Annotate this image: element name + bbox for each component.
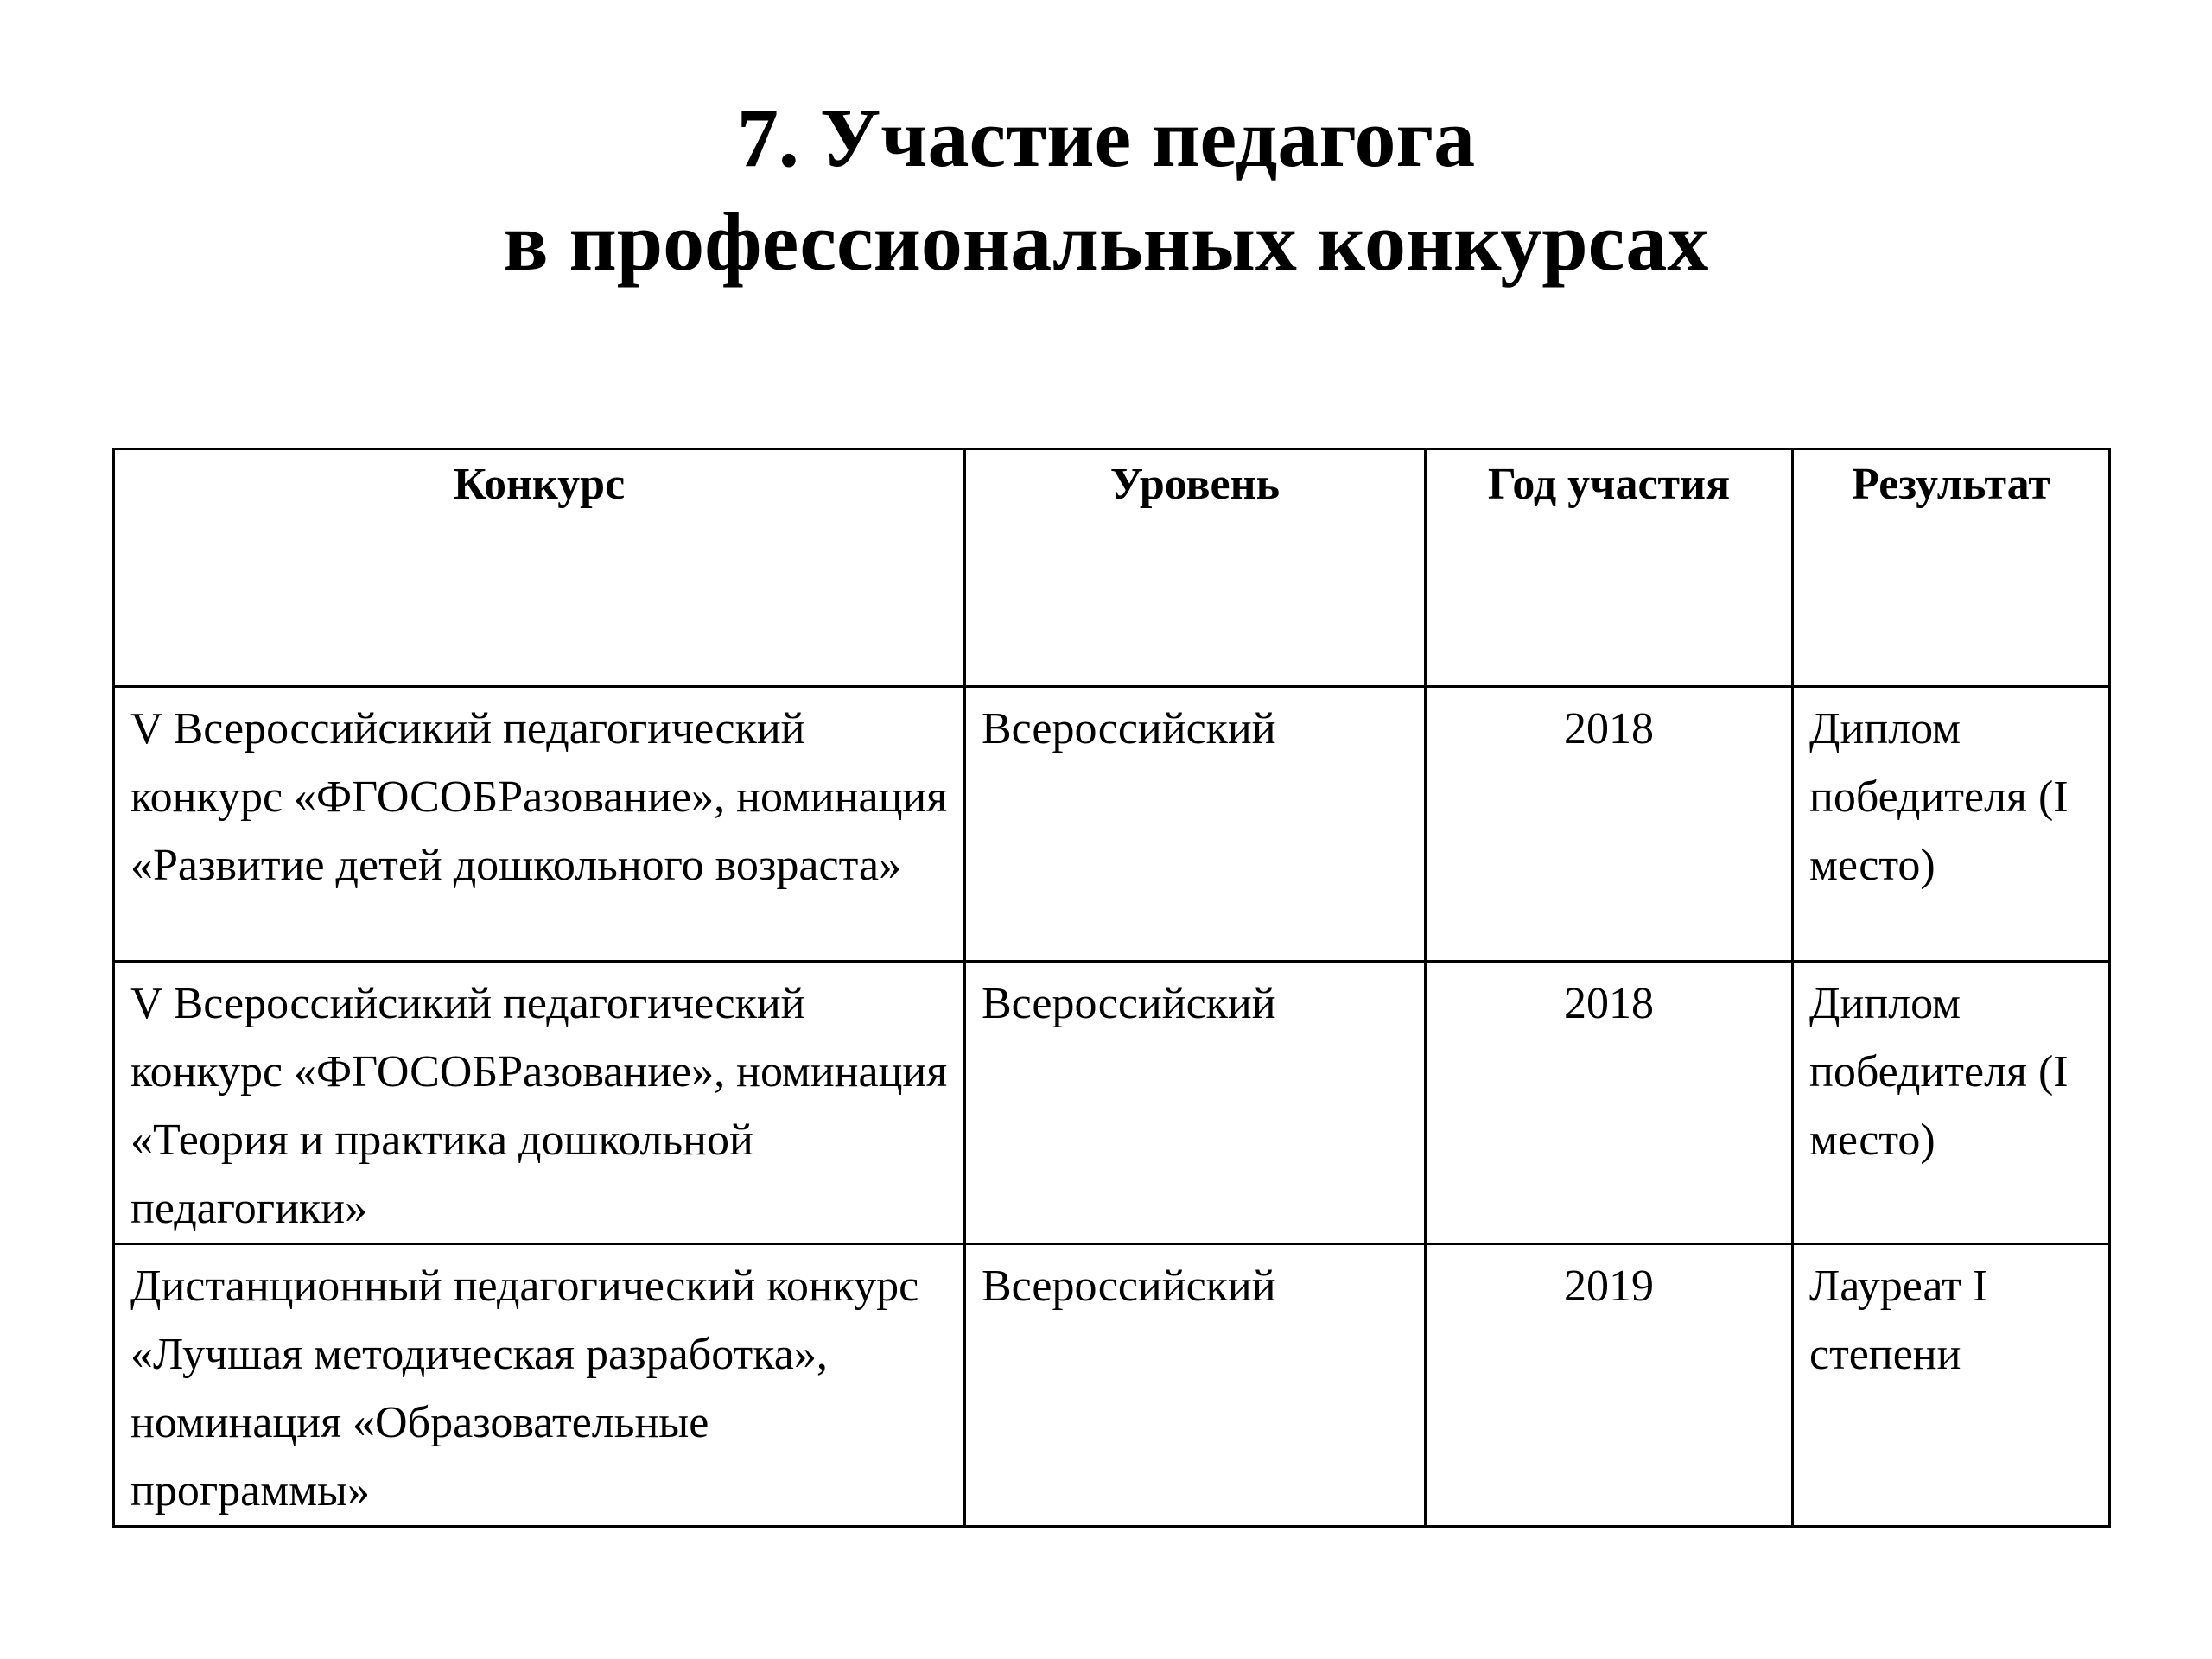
- header-level: Уровень: [965, 449, 1426, 687]
- table-header-row: [114, 449, 2110, 687]
- page-title-line-1: 7. Участие педагога: [736, 92, 1476, 184]
- competitions-table-container: [112, 448, 2108, 1528]
- page-title: [0, 86, 2212, 294]
- table-row: [114, 962, 2110, 1244]
- cell-contest: V Всероссийсикий педагогический конкурс «ФГОСОБРазование», номинация «Развитие детей дошкольного возраста»: [114, 687, 965, 962]
- header-contest: Конкурс: [114, 449, 965, 687]
- cell-year: 2018: [1426, 962, 1793, 1244]
- cell-level: Всероссийский: [965, 1244, 1426, 1527]
- header-result: Результат: [1793, 449, 2110, 687]
- cell-contest: Дистанционный педагогический конкурс «Лучшая методическая разработка», номинация «Образовательные программы»: [114, 1244, 965, 1527]
- cell-result: Диплом победителя (I место): [1793, 687, 2110, 962]
- cell-year: 2019: [1426, 1244, 1793, 1527]
- competitions-table: [112, 448, 2111, 1528]
- table-row: [114, 1244, 2110, 1527]
- table-row: [114, 687, 2110, 962]
- cell-level: Всероссийский: [965, 687, 1426, 962]
- cell-year: 2018: [1426, 687, 1793, 962]
- cell-contest: V Всероссийсикий педагогический конкурс «ФГОСОБРазование», номинация «Теория и практика дошкольной педагогики»: [114, 962, 965, 1244]
- cell-result: Диплом победителя (I место): [1793, 962, 2110, 1244]
- header-year: Год участия: [1426, 449, 1793, 687]
- cell-level: Всероссийский: [965, 962, 1426, 1244]
- cell-result: Лауреат I степени: [1793, 1244, 2110, 1527]
- page-title-line-2: в профессиональных конкурсах: [503, 195, 1709, 288]
